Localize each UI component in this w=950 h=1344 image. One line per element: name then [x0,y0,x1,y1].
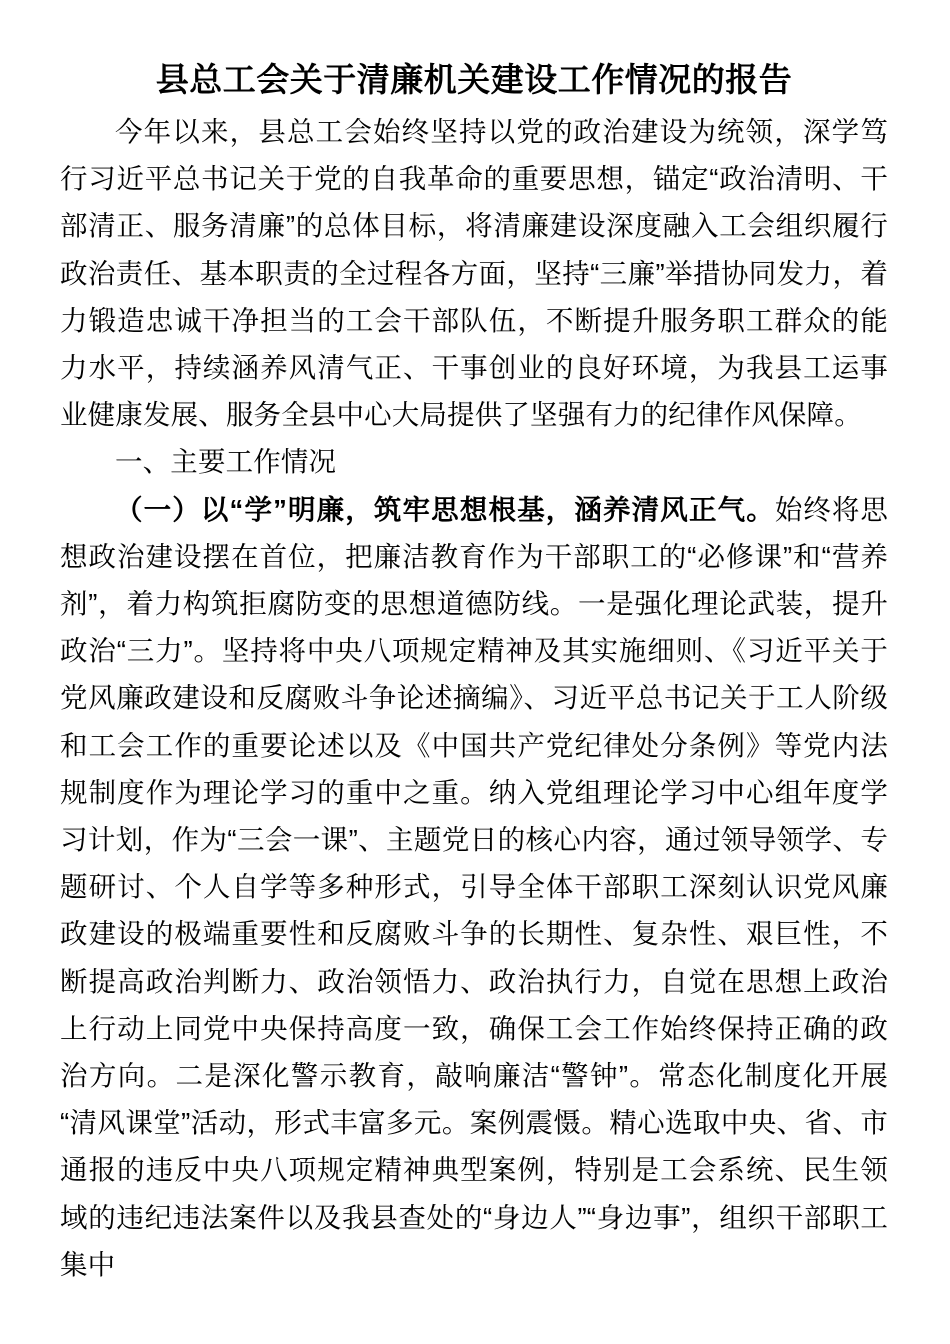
subsection-one-paragraph [60,486,888,1288]
section-heading-one: 一、主要工作情况 [115,446,337,478]
subsection-one-body: 始终将思想政治建设摆在首位，把廉洁教育作为干部职工的“必修课”和“营养剂”，着力构筑拒腐防变的思想道德防线。一是强化理论武装，提升政治“三力”。坚持将中央八项规定精神及其实施细则、《习近平关于党风廉政建设和反腐败斗争论述摘编》、习近平总书记关于工人阶级和工会工作的重要论述以及《中国共产党纪律处分条例》等党内法规制度作为理论学习的重中之重。纳入党组理论学习中心组年度学习计划，作为“三会一课”、主题党日的核心内容，通过领导领学、专题研讨、个人自学等多种形式，引导全体干部职工深刻认识党风廉政建设的极端重要性和反腐败斗争的长期性、复杂性、艰巨性，不断提高政治判断力、政治领悟力、政治执行力，自觉在思想上政治上行动上同党中央保持高度一致，确保工会工作始终保持正确的政治方向。二是深化警示教育，敲响廉洁“警钟”。常态化制度化开展“清风课堂”活动，形式丰富多元。案例震慑。精心选取中央、省、市通报的违反中央八项规定精神典型案例，特别是工会系统、民生领域的违纪违法案件以及我县查处的“身边人”“身边事”，组织干部职工集中 [60,493,888,1280]
opening-paragraph: 今年以来，县总工会始终坚持以党的政治建设为统领，深学笃行习近平总书记关于党的自我革命的重要思想，锚定“政治清明、干部清正、服务清廉”的总体目标，将清廉建设深度融入工会组织履行政治责任、基本职责的全过程各方面，坚持“三廉”举措协同发力，着力锻造忠诚干净担当的工会干部队伍，不断提升服务职工群众的能力水平，持续涵养风清气正、干事创业的良好环境，为我县工运事业健康发展、服务全县中心大局提供了坚强有力的纪律作风保障。 [60,116,888,431]
document-content [60,0,888,1288]
page-title: 县总工会关于清廉机关建设工作情况的报告 [155,61,793,98]
subsection-one-bold-lead: （一）以“学”明廉，筑牢思想根基，涵养清风正气。 [115,493,775,525]
